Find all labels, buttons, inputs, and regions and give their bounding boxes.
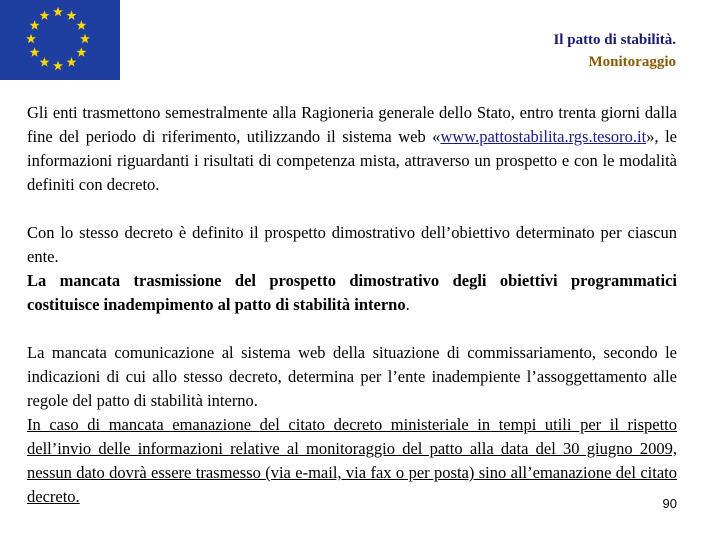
- paragraph-3-text: La mancata comunicazione al sistema web della situazione di commissariamento, secondo le indicazioni di cui allo stesso decreto, determina per l’ente inadempiente l’assoggettamento alle regole del patto di stabilità interno.: [27, 343, 677, 410]
- paragraph-spacer: [27, 197, 677, 221]
- pattostabilita-link[interactable]: www.pattostabilita.rgs.tesoro.it: [440, 127, 647, 146]
- paragraph-2-bold-text: La mancata trasmissione del prospetto dimostrativo degli obiettivi programmatici costituisce inadempimento al patto di stabilità interno: [27, 271, 677, 314]
- page-number: 90: [662, 496, 677, 511]
- slide-body: [27, 101, 677, 509]
- paragraph-2-end: .: [405, 295, 410, 314]
- title-line-2: Monitoraggio: [588, 54, 676, 70]
- title-line-1: Il patto di stabilità.: [553, 32, 676, 48]
- paragraph-2-text: Con lo stesso decreto è definito il prospetto dimostrativo dell’obiettivo determinato per ciascun ente.: [27, 223, 677, 266]
- paragraph-1: [27, 101, 677, 197]
- paragraph-3-underlined-text: In caso di mancata emanazione del citato decreto ministeriale in tempi utili per il rispetto dell’invio delle informazioni relative al monitoraggio del patto alla data del 30 giugno 2009, nessun dato dovrà essere trasmesso (via e-mail, via fax o per posta) sino all’emanazione del citato decreto.: [27, 415, 677, 506]
- paragraph-1-text-end: », le informazioni riguardanti i risultati di competenza mista, attraverso un prospetto e con le modalità definiti con decreto.: [27, 127, 677, 194]
- paragraph-3: [27, 341, 677, 509]
- eu-flag-icon: [0, 0, 120, 80]
- slide-title: [553, 29, 676, 73]
- paragraph-2: [27, 221, 677, 317]
- eu-flag-svg: [0, 0, 120, 80]
- paragraph-spacer: [27, 317, 677, 341]
- paragraph-1-text-start: Gli enti trasmettono semestralmente alla Ragioneria generale dello Stato, entro trenta giorni dalla fine del periodo di riferimento, utilizzando il sistema web «: [27, 103, 677, 146]
